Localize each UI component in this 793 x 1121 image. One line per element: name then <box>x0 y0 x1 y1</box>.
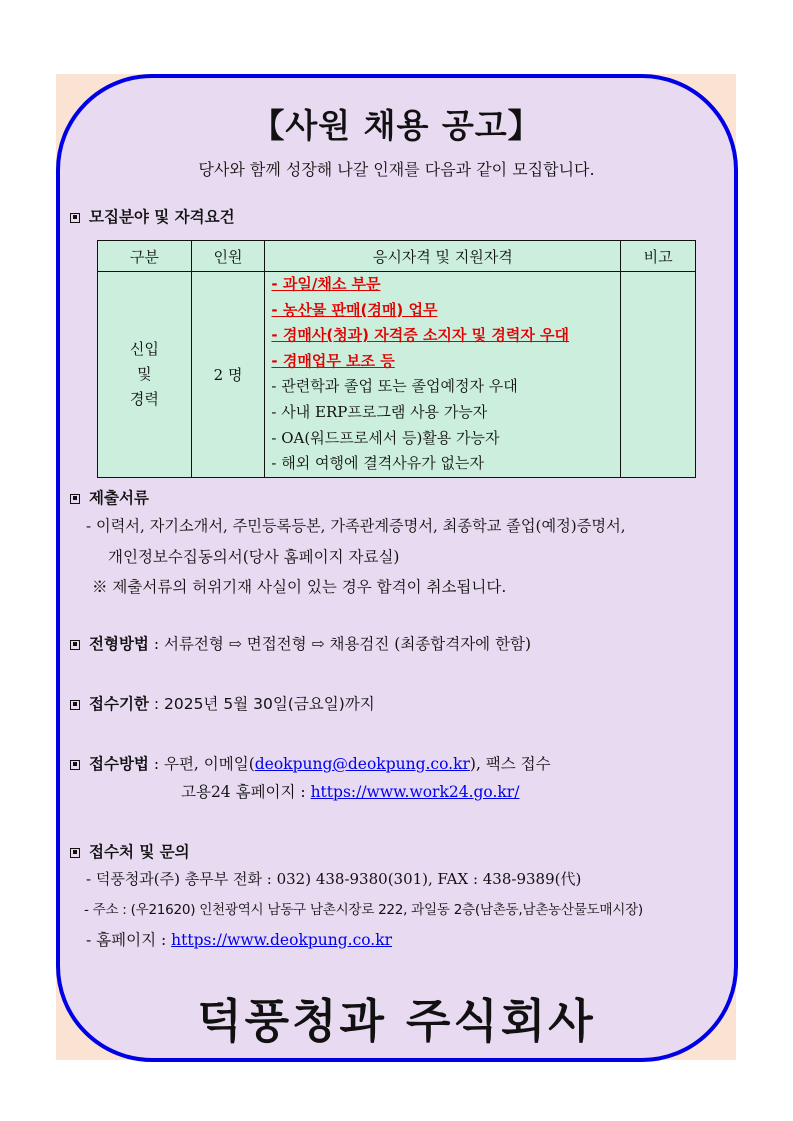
process-text: : 서류전형 ⇨ 면접전형 ⇨ 채용검진 (최종합격자에 한함) <box>148 635 532 653</box>
documents-line-1: - 이력서, 자기소개서, 주민등록등본, 가족관계증명서, 최종학교 졸업(예정)증명서, <box>86 517 626 535</box>
homepage-link[interactable]: https://www.deokpung.co.kr <box>171 931 393 949</box>
table-row <box>98 272 696 478</box>
qualification-highlight: - 과일/채소 부문 <box>271 275 381 293</box>
homepage-label: - 홈페이지 : <box>86 931 172 949</box>
deadline-section <box>70 692 375 714</box>
qualification-item: - OA(워드프로세서 등)활용 가능자 <box>271 428 500 447</box>
documents-notice: ※ 제출서류의 허위기재 사실이 있는 경우 합격이 취소됩니다. <box>92 578 507 596</box>
recruit-heading-label: 모집분야 및 자격요건 <box>89 208 235 226</box>
recruit-table <box>97 240 696 478</box>
documents-heading-label: 제출서류 <box>89 489 149 507</box>
category-cell <box>98 272 192 478</box>
method-text: : 우편, 이메일( <box>148 755 255 773</box>
headcount-cell: 2 명 <box>191 272 265 478</box>
contact-heading-label: 접수처 및 문의 <box>89 843 190 861</box>
intro-text: 당사와 함께 성장해 나갈 인재를 다음과 같이 모집합니다. <box>198 160 595 179</box>
qualification-item: - 사내 ERP프로그램 사용 가능자 <box>271 402 488 421</box>
work24-label: 고용24 홈페이지 : <box>181 783 311 801</box>
square-bullet-icon <box>70 848 80 858</box>
square-bullet-icon <box>70 213 80 223</box>
company-name: 덕풍청과 주식회사 <box>197 994 596 1048</box>
table-header-row <box>98 241 696 272</box>
square-bullet-icon <box>70 640 80 650</box>
square-bullet-icon <box>70 760 80 770</box>
contact-address: - 주소 : (우21620) 인천광역시 남동구 남촌시장로 222, 과일동 2층(남촌동,남촌농산물도매시장) <box>84 902 643 918</box>
process-section <box>70 632 531 654</box>
page-title: 【사원 채용 공고】 <box>251 106 542 145</box>
table-header: 구분 <box>98 241 192 272</box>
process-heading: 전형방법 <box>89 635 149 653</box>
contact-heading <box>70 840 190 862</box>
qualification-item: - 해외 여행에 결격사유가 없는자 <box>271 454 484 473</box>
method-section <box>70 752 551 774</box>
email-link[interactable]: deokpung@deokpung.co.kr <box>254 755 470 773</box>
square-bullet-icon <box>70 700 80 710</box>
qualification-highlight: - 농산물 판매(경매) 업무 <box>271 300 438 319</box>
table-header: 응시자격 및 지원자격 <box>265 241 621 272</box>
deadline-text: : 2025년 5월 30일(금요일)까지 <box>148 695 375 713</box>
qualification-cell <box>265 272 621 478</box>
category-line: 및 <box>137 364 152 383</box>
qualification-item: - 관련학과 졸업 또는 졸업예정자 우대 <box>271 377 518 396</box>
table-header: 인원 <box>191 241 265 272</box>
category-line: 신입 <box>129 339 159 358</box>
qualification-highlight: - 경매업무 보조 등 <box>271 351 395 370</box>
method-suffix: ), 팩스 접수 <box>469 755 551 773</box>
documents-line-2: 개인정보수집동의서(당사 홈페이지 자료실) <box>108 548 400 566</box>
method-heading: 접수방법 <box>89 755 149 773</box>
qualification-highlight: - 경매사(청과) 자격증 소지자 및 경력자 우대 <box>271 326 570 345</box>
contact-homepage <box>86 928 392 950</box>
documents-heading <box>70 486 149 508</box>
square-bullet-icon <box>70 494 80 504</box>
work24-link[interactable]: https://www.work24.go.kr/ <box>310 783 520 801</box>
category-line: 경력 <box>129 389 159 408</box>
method-line-2 <box>181 780 519 802</box>
note-cell <box>621 272 696 478</box>
table-header: 비고 <box>621 241 696 272</box>
recruit-heading <box>70 205 235 227</box>
contact-phone: - 덕풍청과(주) 총무부 전화 : 032) 438-9380(301), FAX : 438-9389(代) <box>86 870 582 888</box>
deadline-heading: 접수기한 <box>89 695 149 713</box>
